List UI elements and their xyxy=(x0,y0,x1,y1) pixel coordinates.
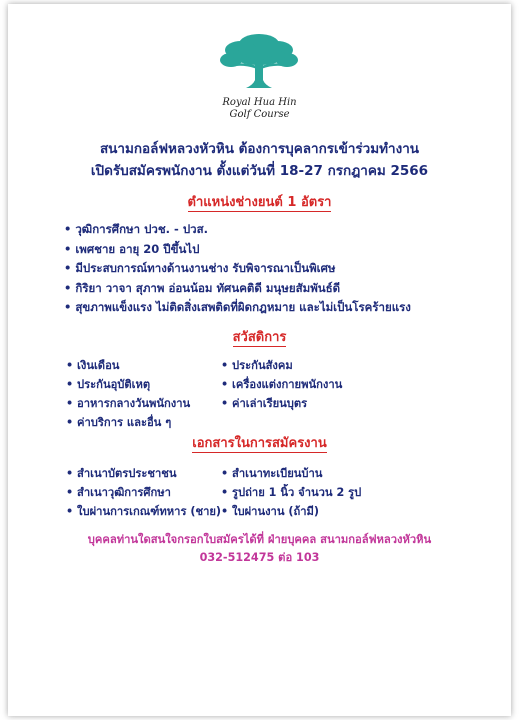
list-item: • เพศชาย อายุ 20 ปีขึ้นไป xyxy=(64,241,200,256)
position-title-text: ตำแหน่งช่างยนต์ 1 อัตรา xyxy=(187,195,332,210)
documents-title-text: เอกสารในการสมัครงาน xyxy=(192,436,327,451)
documents-right-list xyxy=(221,464,361,521)
logo-subtitle: Golf Course xyxy=(229,109,290,120)
list-item: • เงินเดือน xyxy=(66,359,120,372)
documents-left-list xyxy=(66,464,221,521)
logo-name: Royal Hua Hin xyxy=(222,97,297,108)
benefits-title-text: สวัสดิการ xyxy=(232,330,287,345)
list-item: • ใบผ่านการเกณฑ์ทหาร (ชาย) xyxy=(66,505,222,518)
list-item: • อาหารกลางวันพนักงาน xyxy=(66,397,191,410)
list-item: • ค่าเล่าเรียนบุตร xyxy=(221,397,308,410)
list-item: • รูปถ่าย 1 นิ้ว จำนวน 2 รูป xyxy=(221,486,362,499)
list-item: • ค่าบริการ และอื่น ๆ xyxy=(66,416,172,429)
list-item: • ใบผ่านงาน (ถ้ามี) xyxy=(221,505,320,518)
list-item: • ประกันอุบัติเหตุ xyxy=(66,378,151,391)
position-title xyxy=(0,195,519,211)
tree-logo-icon xyxy=(219,30,299,90)
list-item: • ประกันสังคม xyxy=(221,359,293,372)
benefits-left-list xyxy=(66,356,190,432)
list-item: • สำเนาวุฒิการศึกษา xyxy=(66,486,171,499)
requirements-list xyxy=(64,220,504,318)
headline-line-2: เปิดรับสมัครพนักงาน ตั้งแต่วันที่ 18-27 กรกฎาคม 2566 xyxy=(90,163,429,179)
contact-phone: 032-512475 ต่อ 103 xyxy=(199,551,320,564)
list-item: • สำเนาบัตรประชาชน xyxy=(66,467,177,480)
list-item: • สุขภาพแข็งแรง ไม่ติดสิ่งเสพติดที่ผิดกฎหมาย และไม่เป็นโรคร้ายแรง xyxy=(64,300,411,314)
list-item: • วุฒิการศึกษา ปวช. - ปวส. xyxy=(64,222,208,236)
list-item: • เครื่องแต่งกายพนักงาน xyxy=(221,378,343,391)
list-item: • มีประสบการณ์ทางด้านงานช่าง รับพิจารณาเป็นพิเศษ xyxy=(64,261,336,275)
headline-line-1: สนามกอล์ฟหลวงหัวหิน ต้องการบุคลากรเข้าร่วมทำงาน xyxy=(99,141,420,157)
contact-line: บุคคลท่านใดสนใจกรอกใบสมัครได้ที่ ฝ่ายบุคคล สนามกอล์ฟหลวงหัวหิน xyxy=(87,533,432,546)
benefits-title xyxy=(0,330,519,346)
documents-title xyxy=(0,436,519,452)
benefits-right-list xyxy=(221,356,342,413)
list-item: • กิริยา วาจา สุภาพ อ่อนน้อม ทัศนคติดี มนุษยสัมพันธ์ดี xyxy=(64,280,341,295)
list-item: • สำเนาทะเบียนบ้าน xyxy=(221,467,323,480)
